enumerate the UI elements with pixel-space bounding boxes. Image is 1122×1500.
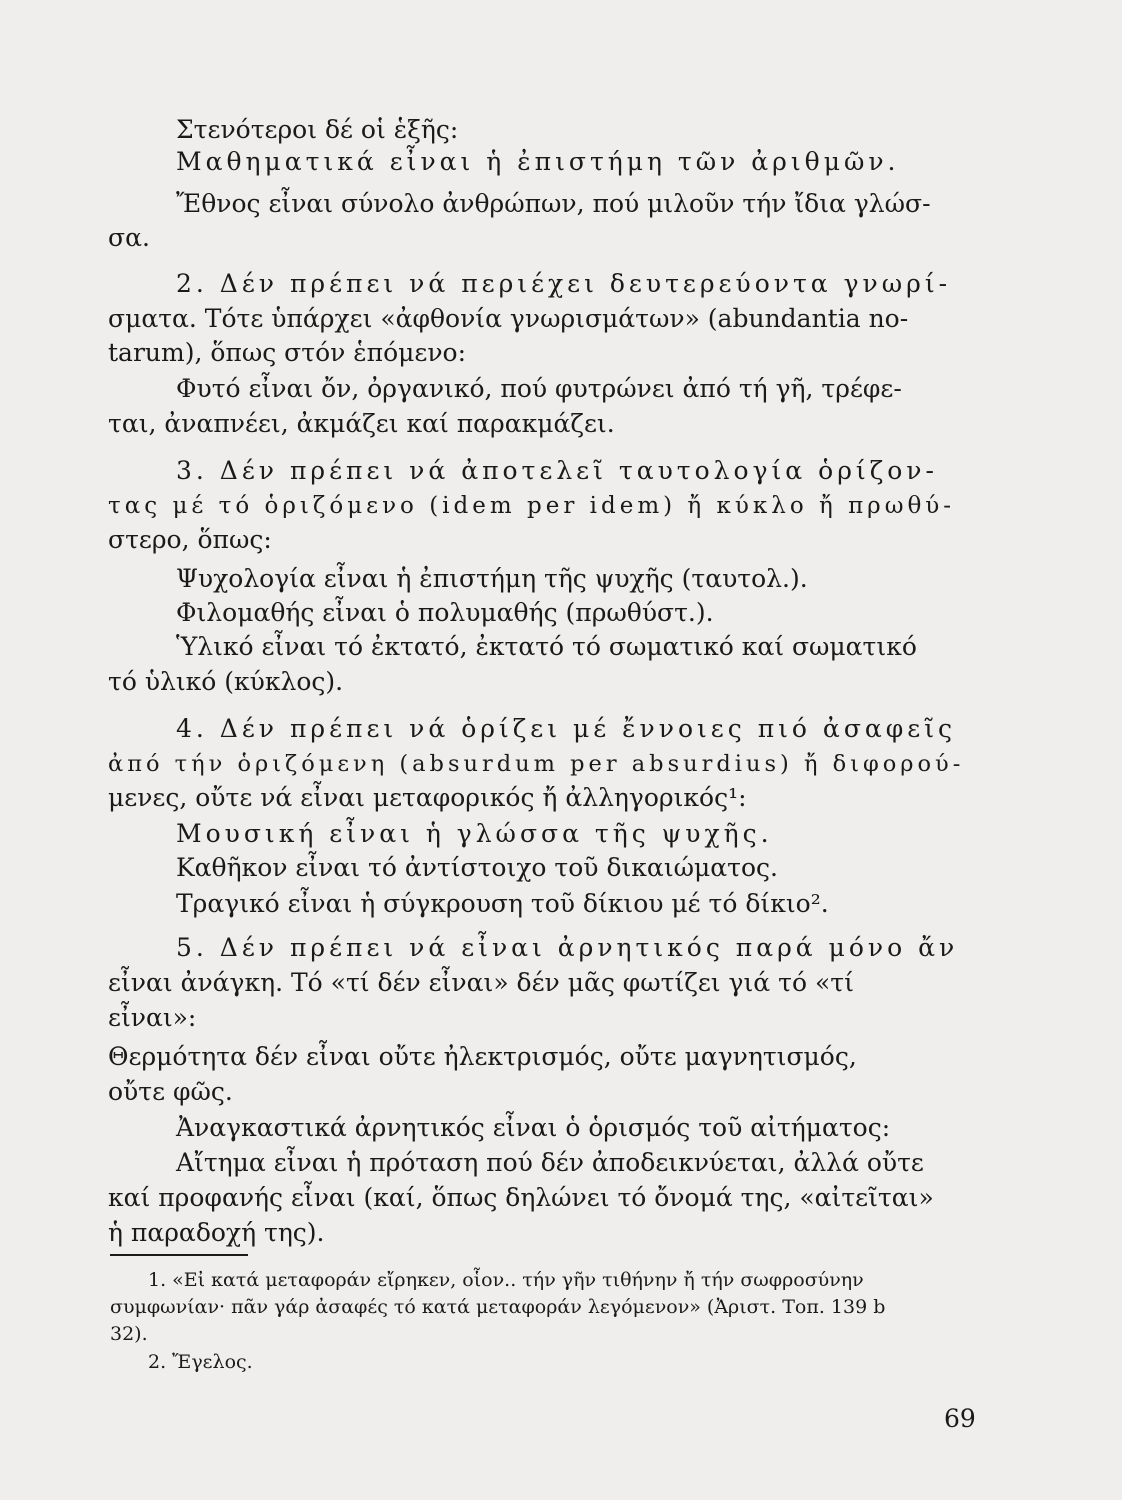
text-line: 2. Δέν πρέπει νά περιέχει δευτερεύοντα γνωρί-: [176, 269, 952, 298]
text-line: στερο, ὅπως:: [108, 525, 272, 554]
text-line: ἀπό τήν ὁριζόμενη (absurdum per absurdius) ἤ διφορού-: [108, 751, 965, 777]
text-line: καί προφανής εἶναι (καί, ὅπως δηλώνει τό ὄνομά της, «αἰτεῖται»: [108, 1183, 934, 1212]
text-line: εἶναι»:: [108, 1003, 197, 1032]
text-line: εἶναι ἀνάγκη. Τό «τί δέν εἶναι» δέν μᾶς φωτίζει γιά τό «τί: [108, 968, 854, 997]
text-line: Μαθηματικά εἶναι ἡ ἐπιστήμη τῶν ἀριθμῶν.: [176, 147, 900, 176]
text-line: Ὑλικό εἶναι τό ἐκτατό, ἐκτατό τό σωματικό καί σωματικό: [176, 632, 917, 661]
text-line: τας μέ τό ὁριζόμενο (idem per idem) ἤ κύκλο ἤ πρωθύ-: [108, 493, 956, 519]
text-line: Καθῆκον εἶναι τό ἀντίστοιχο τοῦ δικαιώματος.: [176, 853, 778, 882]
text-line: 4. Δέν πρέπει νά ὁρίζει μέ ἔννοιες πιό ἀσαφεῖς: [176, 714, 957, 743]
text-line: 5. Δέν πρέπει νά εἶναι ἀρνητικός παρά μόνο ἄν: [176, 933, 959, 962]
text-line: Τραγικό εἶναι ἡ σύγκρουση τοῦ δίκιου μέ τό δίκιο².: [176, 889, 829, 918]
text-line: Μουσική εἶναι ἡ γλώσσα τῆς ψυχῆς.: [176, 819, 773, 848]
text-line: ἡ παραδοχή της).: [108, 1218, 325, 1247]
text-line: μενες, οὔτε νά εἶναι μεταφορικός ἤ ἀλληγορικός¹:: [108, 783, 747, 812]
text-line: Στενότεροι δέ οἱ ἑξῆς:: [176, 115, 459, 144]
footnote-line: συμφωνίαν· πᾶν γάρ ἀσαφές τό κατά μεταφοράν λεγόμενον» (Ἀριστ. Τοπ. 139 b: [110, 1296, 886, 1318]
text-line: Ἔθνος εἶναι σύνολο ἀνθρώπων, πού μιλοῦν τήν ἴδια γλώσ-: [176, 189, 931, 218]
text-line: τό ὑλικό (κύκλος).: [108, 667, 344, 696]
text-line: Αἴτημα εἶναι ἡ πρόταση πού δέν ἀποδεικνύεται, ἀλλά οὔτε: [176, 1148, 924, 1177]
text-line: 3. Δέν πρέπει νά ἀποτελεῖ ταυτολογία ὁρίζον-: [176, 456, 938, 485]
footnote-divider: [110, 1254, 248, 1256]
text-line: σα.: [108, 223, 150, 252]
page-number: 69: [944, 1404, 976, 1433]
text-line: tarum), ὅπως στόν ἑπόμενο:: [108, 338, 467, 367]
text-line: Θερμότητα δέν εἶναι οὔτε ἠλεκτρισμός, οὔτε μαγνητισμός,: [108, 1042, 857, 1071]
footnote-line: 2. Ἔγελος.: [148, 1351, 253, 1373]
text-line: Φιλομαθής εἶναι ὁ πολυμαθής (πρωθύστ.).: [176, 598, 714, 627]
text-line: Φυτό εἶναι ὄν, ὀργανικό, πού φυτρώνει ἀπό τή γῆ, τρέφε-: [176, 374, 902, 403]
text-line: σματα. Τότε ὑπάρχει «ἀφθονία γνωρισμάτων» (abundantia no-: [108, 304, 909, 333]
footnote-line: 1. «Εἰ κατά μεταφοράν εἴρηκεν, οἷον.. τήν γῆν τιθήνην ἤ τήν σωφροσύνην: [148, 1269, 864, 1291]
text-line: Ψυχολογία εἶναι ἡ ἐπιστήμη τῆς ψυχῆς (ταυτολ.).: [176, 564, 808, 593]
footnote-line: 32).: [110, 1323, 148, 1345]
text-line: οὔτε φῶς.: [108, 1077, 233, 1106]
text-line: Ἀναγκαστικά ἀρνητικός εἶναι ὁ ὁρισμός τοῦ αἰτήματος:: [176, 1113, 891, 1142]
text-line: ται, ἀναπνέει, ἀκμάζει καί παρακμάζει.: [108, 409, 615, 438]
